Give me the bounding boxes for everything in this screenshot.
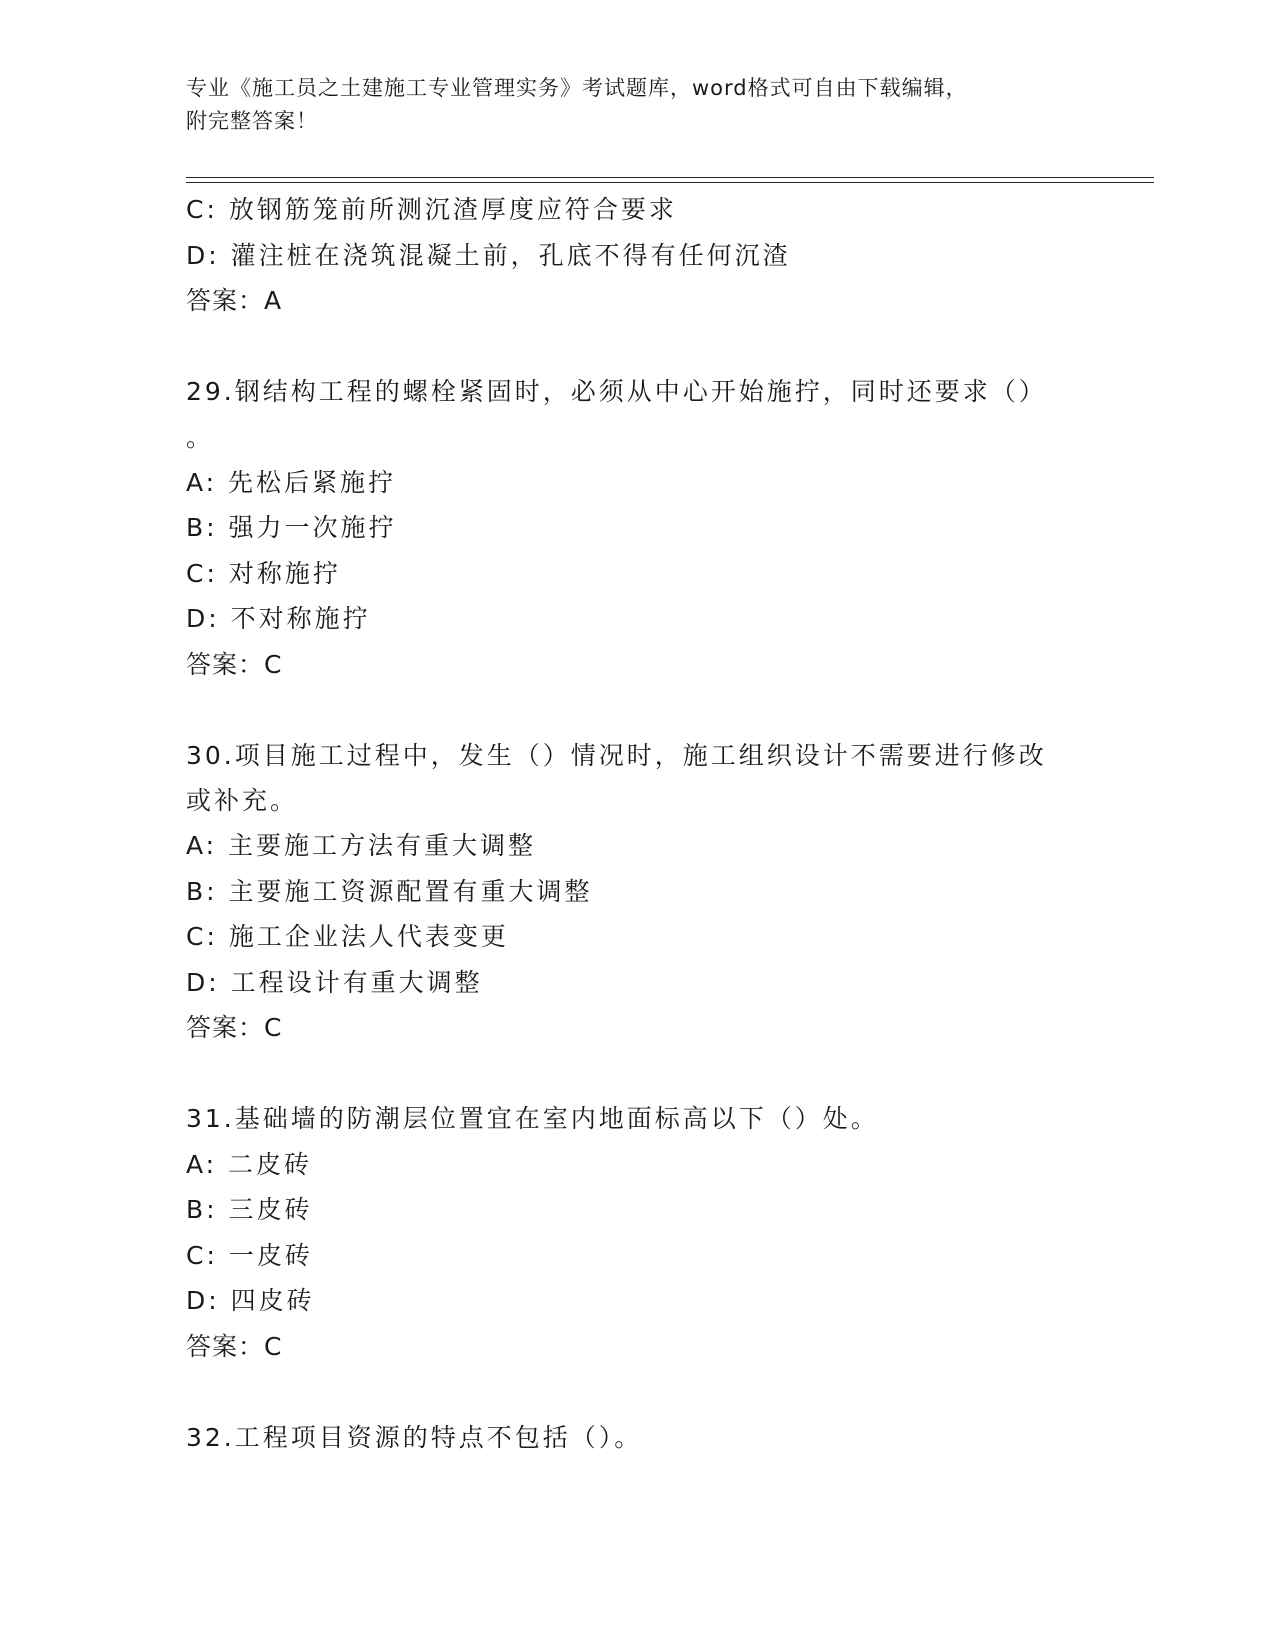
option-b: B: 三皮砖: [186, 1195, 313, 1224]
question-stem: 31.基础墙的防潮层位置宜在室内地面标高以下（）处。: [186, 1104, 879, 1133]
header-divider-bottom: [186, 182, 1154, 183]
question-stem-continued: 或补充。: [186, 786, 299, 815]
option-b: B: 强力一次施拧: [186, 513, 397, 542]
page-header: [186, 72, 1086, 138]
answer-line: 答案：C: [186, 1331, 283, 1361]
option-b: B: 主要施工资源配置有重大调整: [186, 876, 593, 906]
spacer: [186, 1051, 1086, 1096]
option-c: C: 一皮砖: [186, 1240, 313, 1270]
answer-line: 答案：C: [186, 649, 283, 679]
question-block-31: [186, 1096, 1086, 1370]
option-a: A: 先松后紧施拧: [186, 467, 397, 497]
header-divider-top: [186, 177, 1154, 178]
answer-line: 答案：A: [186, 286, 283, 315]
option-a: A: 主要施工方法有重大调整: [186, 831, 537, 860]
question-block-28: [186, 187, 1086, 324]
question-stem: 30.项目施工过程中，发生（）情况时，施工组织设计不需要进行修改: [186, 740, 1047, 770]
question-block-32: [186, 1415, 1086, 1461]
question-block-29: [186, 369, 1086, 688]
question-stem: 32.工程项目资源的特点不包括（）。: [186, 1422, 643, 1452]
question-stem-continued: 。: [186, 422, 215, 452]
option-c: C: 对称施拧: [186, 558, 341, 588]
option-c: C: 施工企业法人代表变更: [186, 922, 509, 951]
spacer: [186, 688, 1086, 733]
option-c: C: 放钢筋笼前所测沉渣厚度应符合要求: [186, 195, 677, 224]
option-d: D: 不对称施拧: [186, 604, 371, 633]
question-stem: 29.钢结构工程的螺栓紧固时，必须从中心开始施拧，同时还要求（）: [186, 377, 1047, 406]
option-a: A: 二皮砖: [186, 1149, 313, 1179]
spacer: [186, 1370, 1086, 1415]
answer-line: 答案：C: [186, 1013, 283, 1042]
option-d: D: 灌注桩在浇筑混凝土前，孔底不得有任何沉渣: [186, 240, 791, 270]
question-block-30: [186, 733, 1086, 1052]
spacer: [186, 324, 1086, 369]
header-line-2: 附完整答案！: [186, 109, 318, 133]
option-d: D: 工程设计有重大调整: [186, 967, 483, 997]
option-d: D: 四皮砖: [186, 1286, 315, 1315]
question-list: [186, 187, 1086, 1460]
header-line-1: 专业《施工员之土建施工专业管理实务》考试题库，word格式可自由下载编辑，: [186, 76, 968, 100]
